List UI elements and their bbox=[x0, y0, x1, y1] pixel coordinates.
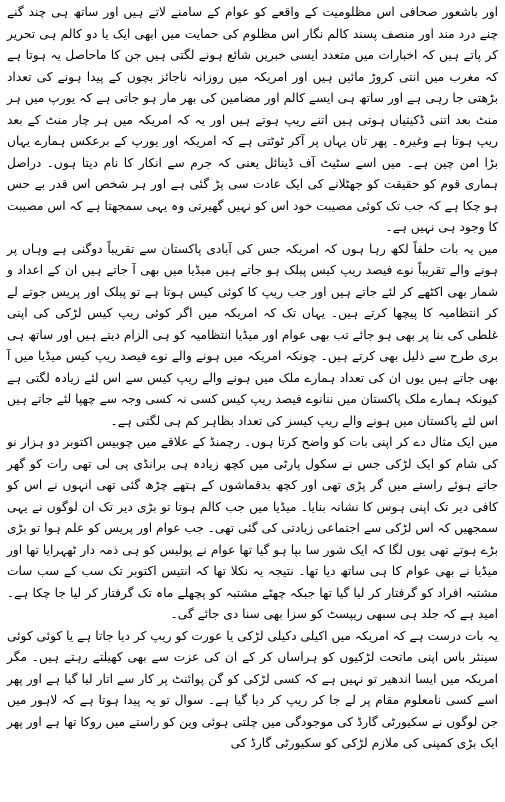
article-paragraph-4: یہ بات درست ہے کہ امریکہ میں اکیلی دکیلی لڑکی یا عورت کو ریپ کر دیا جاتا ہے یا کوئی کوئی سینئر باس اپنی ماتحت لڑکیوں کو ہراساں کر کے ان کی عزت سے بھی کھیلتے رہتے ہیں۔ مگر امریکہ میں ایسا اندھیر تو نہیں ہے کہ کسی لڑکی کو گن پوائنٹ پر کار سے اتار لیا گیا ہے اور پھر اسے کسی نامعلوم مقام پر لے جا کر ریپ کر دیا گیا ہے۔ سوال تو یہ پیدا ہوتا ہے کہ لاہور میں جن لوگوں نے سکیورٹی گارڈ کی موجودگی میں چلتی ہوئی وین کو راستے میں روکا تھا ہے اور پھر ایک بڑی کمپنی کی ملازم لڑکی کو سکیورٹی گارڈ کی bbox=[7, 628, 498, 750]
article-paragraph-3: میں ایک مثال دے کر اپنی بات کو واضح کرتا ہوں۔ رچمنڈ کے علاقے میں چوبیس اکتوبر دو ہزار نو کی شام کو ایک لڑکی جس نے سکول پارٹی میں کچھ زیادہ ہی برانڈی پی لی تھی رات کو گھر جاتے ہوئے راستے میں گر پڑی تھی اور کچھ بدقماشوں کے ہتھے چڑھ گئی تھی انہوں نے اس کو کافی دیر تک اپنی ہوس کا نشانہ بنایا۔ میڈیا میں جب کالم ہوتا تو بڑی دیر تک ان لوگوں نے یہی سمجھیں کہ اس لڑکی سے اجتماعی زیادتی کی گئی تھی۔ جب عوام اور پریس کو علم ہوا تو بڑی بڑے ہوتے تھی یوں لگا کہ ایک شور سا بپا ہو گیا تھا عوام نے پولیس کو ہی ذمہ دار ٹھہرایا تھا اور میڈیا نے بھی عوام کا ہی ساتھ دیا تھا۔ نتیجہ یہ نکلا تھا کہ انتیس اکتوبر تک سب کے سب سات مشتبہ افراد کو گرفتار کر لیا گیا تھا جبکہ چھٹے مشتبہ کو پچھلے ماہ تک گرفتار کر لیا جا چکا ہے۔ امید ہے کہ جلد ہی سبھی ریپسٹ کو سزا بھی سنا دی جائے گی۔ bbox=[7, 435, 498, 621]
article-paragraph-1: اور باشعور صحافی اس مظلومیت کے واقعے کو عوام کے سامنے لاتے ہیں اور ساتھ ہی چند گنے چنے درد مند اور منصف پسند کالم نگار اس مظلوم کی حمایت میں ابھی ایک یا دو کالم ہی تحریر کر پاتے ہیں کہ اخبارات میں متعدد ایسی خبریں شائع ہونے لگتی ہیں جن کا ماحاصل یہ ہوتا ہے کہ مغرب میں انتی کروڑ مائیں ہیں اور امریکہ میں روزانہ ناجائز بچوں کے پیدا ہونے کی تعداد بڑھتی جا رہی ہے اور ساتھ ہی ایسے کالم اور مضامین کی بھر مار ہو جاتی ہے کہ یورپ میں ہر منٹ بعد اتنی ڈکیتیاں ہوتی ہیں اتنے ریپ ہوتے ہیں اور یہ کہ امریکہ میں ہر چار منٹ کے بعد ریپ ہوتا ہے وغیرہ۔ پھر تان یہاں پر آکر ٹوٹتی ہے کہ امریکہ اور یورپ کے برعکس ہمارے یہاں بڑا امن چین ہے۔ میں اسے سٹیٹ آف ڈینائل یعنی کہ جرم سے انکار کا نام دیتا ہوں۔ دراصل ہماری قوم کو حقیقت کو جھٹلانے کی ایک عادت سی پڑ گئی ہے اور ہر شخص اس قدر بے حس ہو چکا ہے کہ جب تک کوئی مصیبت خود اس کو نہیں گھیرتی وہ یہی سمجھتا ہے کہ اس مصیبت کا وجود ہی نہیں ہے۔ bbox=[7, 5, 498, 234]
article-body bbox=[7, 2, 498, 755]
article-paragraph-2: میں یہ بات حلفاً لکھ رہا ہوں کہ امریکہ جس کی آبادی پاکستان سے تقریباً دوگنی ہے وہاں پر ہونے والے تقریباً نوے فیصد ریپ کیس پبلک ہو جاتے ہیں میڈیا میں بھی آ جاتے ہیں ان کے اعداد و شمار بھی اکٹھے کر لئے جاتے ہیں اور جب ریپ کا کوئی کیس ہوتا ہے تو پبلک اور پریس جوتے لے کر انتظامیہ کا پیچھا کرتے ہیں۔ یہاں تک کہ امریکہ میں اگر کوئی ریپ کیس لڑکی کی اپنی غلطی کی بنا پر بھی ہو جائے تب بھی عوام اور میڈیا انتظامیہ کو ہی الزام دیتے ہیں اور ساتھ ہی بری طرح سے ذلیل بھی کرتے ہیں۔ چونکہ امریکہ میں ہونے والے نوے فیصد ریپ کیس میڈیا میں آ بھی جاتے ہیں یوں ان کی تعداد ہمارے ملک میں ہونے والے ریپ کیس سے اس لئے زیادہ لگتی ہے کیونکہ ہمارے ملک پاکستان میں ننانوے فیصد ریپ کیس کسی نہ کسی وجہ سے چھپا لئے جاتے ہیں اس لئے پاکستان میں ہونے والے ریپ کیسز کی تعداد بظاہر کم ہی لگتی ہے۔ bbox=[7, 241, 498, 428]
